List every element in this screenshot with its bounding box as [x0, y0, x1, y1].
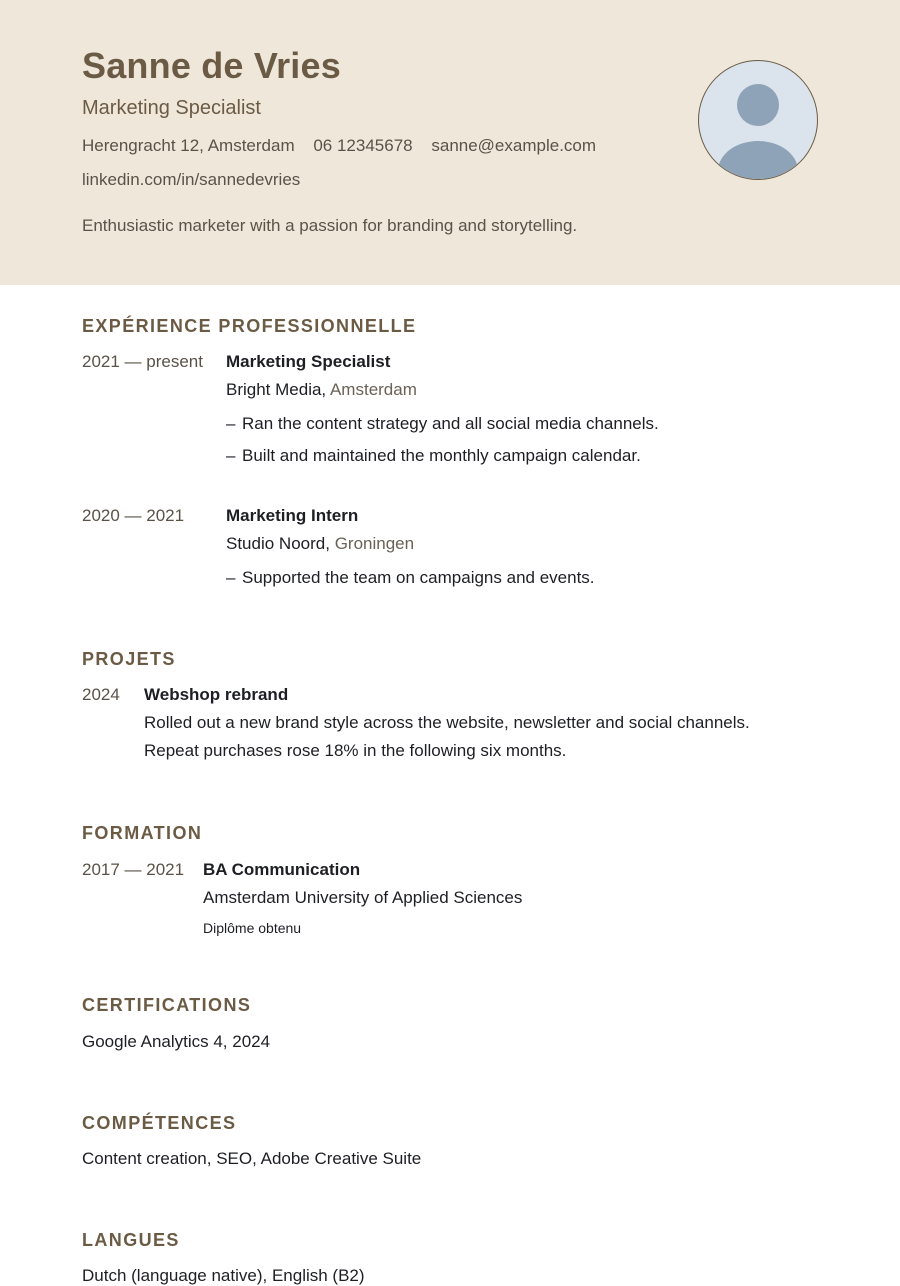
education-1-degree: BA Communication	[203, 860, 361, 879]
section-title-skills: COMPÉTENCES	[82, 1113, 237, 1133]
experience-2-title: Marketing Intern	[226, 506, 359, 525]
languages-text: Dutch (language native), English (B2)	[82, 1266, 365, 1285]
profile-summary: Enthusiastic marketer with a passion for branding and storytelling.	[82, 216, 578, 235]
education-1-school: Amsterdam University of Applied Sciences	[203, 888, 523, 907]
experience-2-employer	[226, 534, 414, 554]
experience-1-dates: 2021 — present	[82, 352, 203, 371]
section-title-projects: PROJETS	[82, 649, 176, 669]
contact-line	[82, 136, 610, 156]
experience-1-bullet-1: – Ran the content strategy and all social media channels.	[226, 414, 659, 433]
experience-1-title: Marketing Specialist	[226, 352, 391, 371]
experience-1-company: Bright Media,	[226, 380, 327, 399]
experience-2-location: Groningen	[334, 534, 415, 553]
bullet-text: Ran the content strategy and all social media channels.	[242, 414, 659, 433]
linkedin-link[interactable]: linkedin.com/in/sannedevries	[82, 170, 301, 189]
section-title-experience: EXPÉRIENCE PROFESSIONNELLE	[82, 316, 417, 336]
experience-1-bullet-2: – Built and maintained the monthly campaign calendar.	[226, 446, 641, 465]
bullet-text: Supported the team on campaigns and events.	[242, 568, 595, 587]
email[interactable]: sanne@example.com	[431, 136, 597, 155]
section-title-languages: LANGUES	[82, 1230, 180, 1250]
education-1-note: Diplôme obtenu	[203, 920, 302, 936]
section-title-education: FORMATION	[82, 823, 203, 843]
job-title: Marketing Specialist	[82, 97, 261, 119]
experience-2-dates: 2020 — 2021	[82, 506, 185, 525]
project-1-year: 2024	[82, 685, 120, 704]
project-1-line-1: Rolled out a new brand style across the website, newsletter and social channels.	[144, 713, 750, 732]
certifications-text: Google Analytics 4, 2024	[82, 1032, 271, 1051]
experience-2-company: Studio Noord,	[226, 534, 330, 553]
section-title-certifications: CERTIFICATIONS	[82, 995, 252, 1015]
bullet-text: Built and maintained the monthly campaign calendar.	[242, 446, 641, 465]
experience-1-location: Amsterdam	[329, 380, 417, 399]
address: Herengracht 12, Amsterdam	[82, 136, 295, 155]
avatar-svg	[699, 61, 817, 179]
experience-2-bullet-1: – Supported the team on campaigns and events.	[226, 568, 595, 587]
skills-text: Content creation, SEO, Adobe Creative Suite	[82, 1149, 422, 1168]
person-name: Sanne de Vries	[82, 45, 341, 86]
phone: 06 12345678	[313, 136, 413, 155]
person-avatar-icon	[698, 60, 818, 180]
project-1-line-2: Repeat purchases rose 18% in the following six months.	[144, 741, 567, 760]
education-1-dates: 2017 — 2021	[82, 860, 185, 879]
project-1-title: Webshop rebrand	[144, 685, 289, 704]
experience-1-employer	[226, 380, 417, 400]
header-band	[0, 0, 900, 285]
